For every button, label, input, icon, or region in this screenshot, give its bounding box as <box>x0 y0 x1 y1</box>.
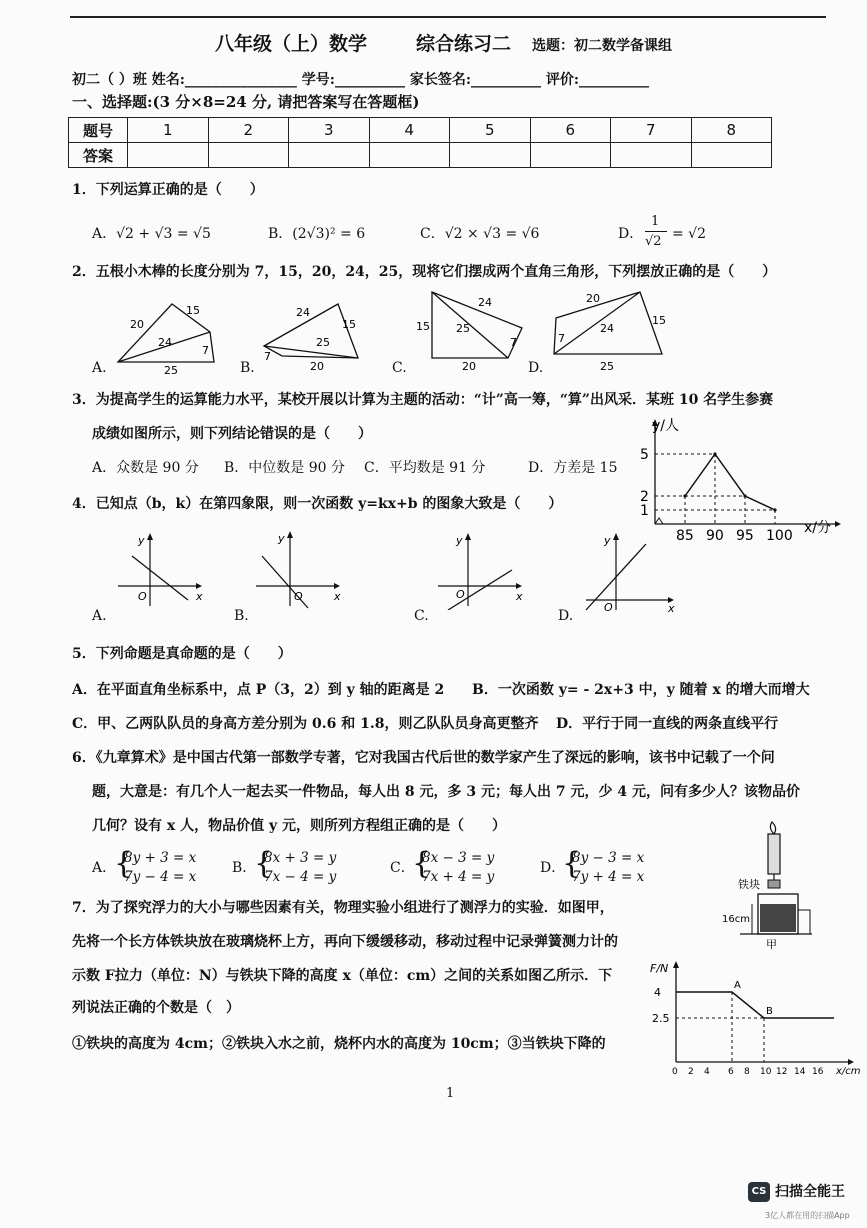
q1-option-d-numerator: 1 <box>651 214 660 229</box>
q6-brace: { <box>562 846 582 881</box>
q6-stem-line1: 6．《九章算术》是中国古代第一部数学专著，它对我国古代后世的数学家产生了深远的影响，该书中记载了一个问 <box>72 750 775 766</box>
answer-table-number-row <box>69 118 772 143</box>
q2-figure-b <box>258 296 368 376</box>
svg-text:O: O <box>456 588 465 601</box>
svg-text:16cm: 16cm <box>722 914 750 925</box>
answer-table-head: 答案 <box>69 143 128 168</box>
force-curve <box>676 992 834 1018</box>
data-point <box>713 452 716 455</box>
q6-option-b-label: B． <box>232 860 257 876</box>
q7-stem-line2: 先将一个长方体铁块放在玻璃烧杯上方，再向下缓缓移动，移动过程中记录弹簧测力计的 <box>72 934 618 950</box>
watermark-sub: 3亿人都在用的扫描App <box>765 1211 850 1220</box>
answer-number: 7 <box>611 118 692 143</box>
q7-force-graph <box>648 958 863 1078</box>
axis-break <box>655 518 663 524</box>
answer-number: 3 <box>289 118 370 143</box>
q6-stem-line2: 题，大意是：有几个人一起去买一件物品，每人出 8 元，多 3 元；每人出 7 元，少 4 元，问有多少人？该物品价 <box>92 784 800 800</box>
spring-scale-icon <box>768 834 780 874</box>
q7-stem-line3: 示数 F拉力（单位：N）与铁块下降的高度 x（单位：cm）之间的关系如图乙所示．下 <box>72 968 613 984</box>
svg-text:24: 24 <box>478 296 492 309</box>
q2-label-c: C. <box>392 360 407 376</box>
answer-table-answer-row <box>69 143 772 168</box>
svg-text:10: 10 <box>760 1067 772 1077</box>
q4-graph-b <box>252 528 347 610</box>
x-tick-label: 85 <box>676 528 694 542</box>
svg-text:7: 7 <box>558 332 565 345</box>
x-tick-label: 100 <box>766 528 793 542</box>
q5-option-d: D．平行于同一直线的两条直线平行 <box>556 716 779 732</box>
svg-text:O: O <box>604 601 613 612</box>
svg-text:6: 6 <box>728 1067 734 1077</box>
svg-text:y: y <box>604 534 611 547</box>
setter-note: 选题：初二数学备课组 <box>532 38 672 54</box>
y-axis-label: y/人 <box>652 418 680 434</box>
svg-text:20: 20 <box>130 318 144 331</box>
svg-text:8: 8 <box>744 1067 750 1077</box>
svg-text:15: 15 <box>652 314 666 327</box>
answer-cell[interactable] <box>691 143 772 168</box>
svg-text:24: 24 <box>296 306 310 319</box>
y-tick-label: 5 <box>640 447 649 463</box>
q4-graph-d <box>582 530 682 612</box>
q6-option-a-system: 8y + 3 = x 7y − 4 = x <box>124 850 197 885</box>
q1-option-d-denominator: √2 <box>645 234 662 249</box>
q1-option-a: A．√2 + √3 = √5 <box>92 226 211 242</box>
q5-stem: 5．下列命题是真命题的是（ ） <box>72 646 292 662</box>
q1-option-b: B．(2√3)² = 6 <box>268 226 366 242</box>
series-line <box>685 454 775 510</box>
svg-text:B: B <box>766 1006 773 1017</box>
q3-stem-line1: 3．为提高学生的运算能力水平，某校开展以计算为主题的活动：“计”高一筹，“算”出风采．某班 10 名学生参赛 <box>72 392 774 408</box>
answer-table-head: 题号 <box>69 118 128 143</box>
q3-option-a: A．众数是 90 分 <box>92 460 199 476</box>
stand-block-icon <box>798 910 810 934</box>
page-number: 1 <box>446 1086 455 1101</box>
q6-option-c-label: C． <box>390 860 415 876</box>
svg-text:x/cm: x/cm <box>836 1066 861 1077</box>
q7-figure-apparatus <box>720 818 815 958</box>
answer-number: 2 <box>208 118 289 143</box>
q5-option-b: B．一次函数 y= - 2x+3 中，y 随着 x 的增大而增大 <box>472 682 810 698</box>
q6-option-d-system: 8y − 3 = x 7y + 4 = x <box>572 850 645 885</box>
answer-number: 8 <box>691 118 772 143</box>
student-info-line: 初二（ ）班 姓名:________________ 学号:__________ 家长签名:__________ 评价:__________ <box>72 72 650 88</box>
q6-brace: { <box>114 846 134 881</box>
svg-text:铁块: 铁块 <box>738 878 760 891</box>
q6-option-d-label: D． <box>540 860 566 876</box>
answer-table <box>68 117 772 168</box>
q6-option-a-label: A． <box>92 860 117 876</box>
q4-label-a: A. <box>92 608 107 624</box>
svg-text:15: 15 <box>342 318 356 331</box>
answer-cell[interactable] <box>289 143 370 168</box>
svg-text:x: x <box>516 590 523 603</box>
q7-stem-line1: 7．为了探究浮力的大小与哪些因素有关，物理实验小组进行了测浮力的实验．如图甲， <box>72 900 614 916</box>
svg-text:甲: 甲 <box>766 938 777 951</box>
x-tick-label: 95 <box>736 528 754 542</box>
q6-brace: { <box>254 846 274 881</box>
y-tick-label: 1 <box>640 503 649 519</box>
q2-figure-c <box>412 288 532 370</box>
top-rule <box>70 16 826 18</box>
svg-text:16: 16 <box>812 1067 824 1077</box>
data-point <box>773 508 776 511</box>
q2-label-a: A. <box>92 360 107 376</box>
svg-text:24: 24 <box>600 322 614 335</box>
q3-option-c: C．平均数是 91 分 <box>364 460 486 476</box>
q1-stem: 1．下列运算正确的是（ ） <box>72 182 264 198</box>
q3-option-b: B．中位数是 90 分 <box>224 460 346 476</box>
iron-block-icon <box>768 880 780 888</box>
q4-stem: 4．已知点（b，k）在第四象限，则一次函数 y=kx+b 的图象大致是（ ） <box>72 496 563 512</box>
q1-option-d-prefix: D． <box>618 226 644 242</box>
q4-label-d: D. <box>558 608 574 624</box>
q1-option-d-rhs: = √2 <box>672 226 707 242</box>
hook-icon <box>770 822 775 834</box>
q4-label-b: B. <box>234 608 249 624</box>
answer-cell[interactable] <box>128 143 209 168</box>
q2-label-d: D. <box>528 360 544 376</box>
q6-option-b-system: 8x + 3 = y 7x − 4 = y <box>264 850 337 885</box>
y-tick-label: 2 <box>640 489 649 505</box>
svg-text:y: y <box>138 534 145 547</box>
x-axis-label: x/分 <box>804 520 832 536</box>
q7-stem-line5: ①铁块的高度为 4cm；②铁块入水之前，烧杯内水的高度为 10cm；③当铁块下降的 <box>72 1036 606 1052</box>
svg-text:25: 25 <box>600 360 614 373</box>
svg-text:7: 7 <box>264 350 271 363</box>
svg-text:x: x <box>196 590 203 603</box>
q2-label-b: B. <box>240 360 255 376</box>
svg-text:y: y <box>278 532 285 545</box>
answer-cell[interactable] <box>369 143 450 168</box>
svg-text:12: 12 <box>776 1067 788 1077</box>
svg-text:25: 25 <box>456 322 470 335</box>
q2-figure-a <box>110 290 230 375</box>
svg-text:20: 20 <box>462 360 476 370</box>
svg-text:2.5: 2.5 <box>652 1012 670 1025</box>
answer-number: 5 <box>450 118 531 143</box>
answer-cell[interactable] <box>208 143 289 168</box>
water-fill <box>760 904 796 932</box>
svg-text:15: 15 <box>186 304 200 317</box>
svg-text:0: 0 <box>672 1067 678 1077</box>
answer-cell[interactable] <box>611 143 692 168</box>
answer-number: 4 <box>369 118 450 143</box>
svg-text:4: 4 <box>704 1067 710 1077</box>
answer-number: 6 <box>530 118 611 143</box>
page-subtitle: 综合练习二 <box>416 33 512 55</box>
svg-text:20: 20 <box>586 292 600 305</box>
q2-stem: 2．五根小木棒的长度分别为 7，15，20，24，25，现将它们摆成两个直角三角形，下列摆放正确的是（ ） <box>72 264 777 280</box>
answer-cell[interactable] <box>450 143 531 168</box>
q3-option-d: D．方差是 15 <box>528 460 618 476</box>
svg-text:14: 14 <box>794 1067 806 1077</box>
q6-brace: { <box>412 846 432 881</box>
x-tick-label: 90 <box>706 528 724 542</box>
q4-label-c: C. <box>414 608 429 624</box>
svg-text:x: x <box>334 590 341 603</box>
svg-text:y: y <box>456 534 463 547</box>
svg-text:4: 4 <box>654 986 661 999</box>
svg-text:7: 7 <box>202 344 209 357</box>
svg-text:O: O <box>138 590 147 603</box>
q5-option-c: C．甲、乙两队队员的身高方差分别为 0.6 和 1.8，则乙队队员身高更整齐 <box>72 716 539 732</box>
q6-stem-line3: 几何？设有 x 人，物品价值 y 元，则所列方程组正确的是（ ） <box>92 818 506 834</box>
q4-graph-a <box>114 530 209 610</box>
svg-text:x: x <box>668 602 675 612</box>
answer-number: 1 <box>128 118 209 143</box>
svg-text:F/N: F/N <box>650 962 669 975</box>
watermark-name: 扫描全能王 <box>775 1184 845 1200</box>
svg-text:25: 25 <box>316 336 330 349</box>
section-heading: 一、选择题:(3 分×8=24 分, 请把答案写在答题框) <box>72 93 420 111</box>
svg-text:2: 2 <box>688 1067 694 1077</box>
q3-score-chart <box>630 414 855 542</box>
x-axis-arrow <box>835 521 841 527</box>
answer-cell[interactable] <box>530 143 611 168</box>
svg-text:15: 15 <box>416 320 430 333</box>
q3-stem-line2: 成绩如图所示，则下列结论错误的是（ ） <box>92 426 372 442</box>
q5-option-a: A．在平面直角坐标系中，点 P（3，2）到 y 轴的距离是 2 <box>72 682 445 698</box>
svg-text:O: O <box>294 590 303 603</box>
svg-text:7: 7 <box>510 336 517 349</box>
page-title: 八年级（上）数学 <box>215 33 368 55</box>
q1-option-c: C．√2 × √3 = √6 <box>420 226 540 242</box>
q2-figure-d <box>548 288 670 374</box>
q6-option-c-system: 8x − 3 = y 7x + 4 = y <box>422 850 495 885</box>
q7-stem-line4: 列说法正确的个数是（ ） <box>72 1000 240 1016</box>
camscanner-logo-icon: CS <box>748 1182 770 1202</box>
data-point <box>743 494 746 497</box>
svg-text:20: 20 <box>310 360 324 373</box>
svg-text:A: A <box>734 980 741 991</box>
svg-text:24: 24 <box>158 336 172 349</box>
q4-graph-c <box>434 530 529 610</box>
svg-text:25: 25 <box>164 364 178 375</box>
